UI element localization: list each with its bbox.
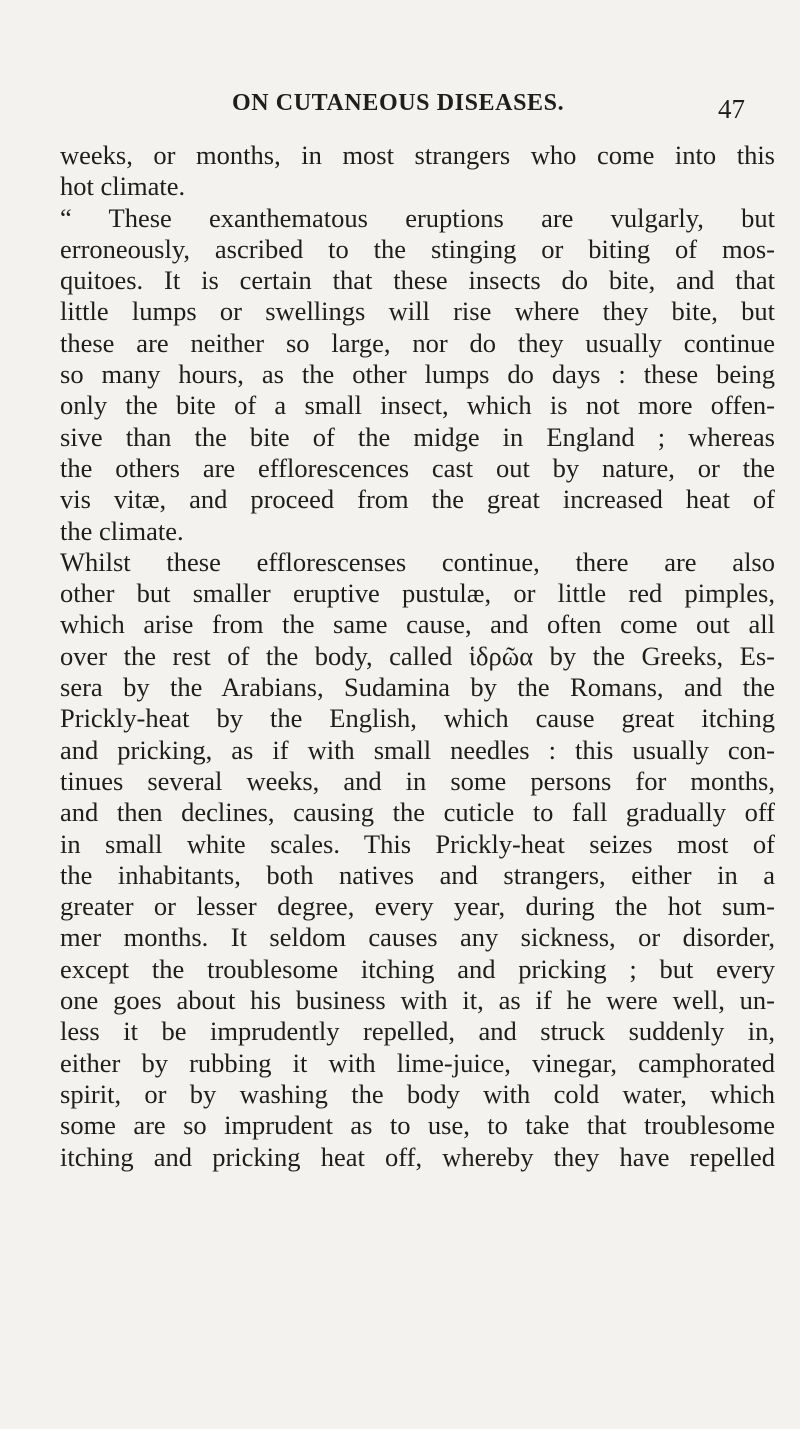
text-line: some are so imprudent as to use, to take that troublesome [60,1110,775,1141]
text-line: and then declines, causing the cuticle to fall gradually off [60,797,775,828]
text-line: little lumps or swellings will rise where they bite, but [60,296,775,327]
text-line: weeks, or months, in most strangers who come into this [60,140,775,170]
text-line: which arise from the same cause, and often come out all [60,609,775,640]
text-line: quitoes. It is certain that these insects do bite, and that [60,265,775,296]
text-line: except the troublesome itching and pricking ; but every [60,953,775,984]
text-line: other but smaller eruptive pustulæ, or little red pimples, [60,578,775,609]
text-line: these are neither so large, nor do they usually continue [60,327,775,358]
running-title: ON CUTANEOUS DISEASES. [232,90,565,116]
text-line: either by rubbing it with lime-juice, vinegar, camphorated [60,1047,775,1078]
text-line: only the bite of a small insect, which is not more offen- [60,390,775,421]
text-line: the climate. [60,515,184,546]
text-line: greater or lesser degree, every year, during the hot sum- [60,891,775,922]
text-line: Prickly-heat by the English, which cause great itching [60,703,775,734]
text-line: itching and pricking heat off, whereby they have repelled [60,1141,775,1172]
text-line: the others are efflorescences cast out by nature, or the [60,452,775,483]
text-line: mer months. It seldom causes any sickness, or disorder, [60,922,775,953]
text-line: in small white scales. This Prickly-heat seizes most of [60,828,775,859]
text-line: Whilst these efflorescenses continue, there are also [60,546,775,577]
text-line: less it be imprudently repelled, and struck suddenly in, [60,1016,775,1047]
body-text [60,140,775,1173]
text-line: erroneously, ascribed to the stinging or biting of mos- [60,233,775,264]
text-line: vis vitæ, and proceed from the great increased heat of [60,484,775,515]
text-line: and pricking, as if with small needles : this usually con- [60,734,775,765]
text-line: sive than the bite of the midge in England ; whereas [60,421,775,452]
text-line: one goes about his business with it, as if he were well, un- [60,985,775,1016]
text-line: tinues several weeks, and in some persons for months, [60,765,775,796]
text-line: spirit, or by washing the body with cold water, which [60,1078,775,1109]
text-line: “ These exanthematous eruptions are vulgarly, but [60,202,775,233]
text-line: hot climate. [60,171,186,202]
text-line: so many hours, as the other lumps do days : these being [60,359,775,390]
text-line: the inhabitants, both natives and strangers, either in a [60,859,775,890]
page-number: 47 [718,94,745,124]
text-line: sera by the Arabians, Sudamina by the Romans, and the [60,672,775,703]
running-head [0,90,800,130]
text-line: over the rest of the body, called ἱδρῶα by the Greeks, Es- [60,640,775,671]
